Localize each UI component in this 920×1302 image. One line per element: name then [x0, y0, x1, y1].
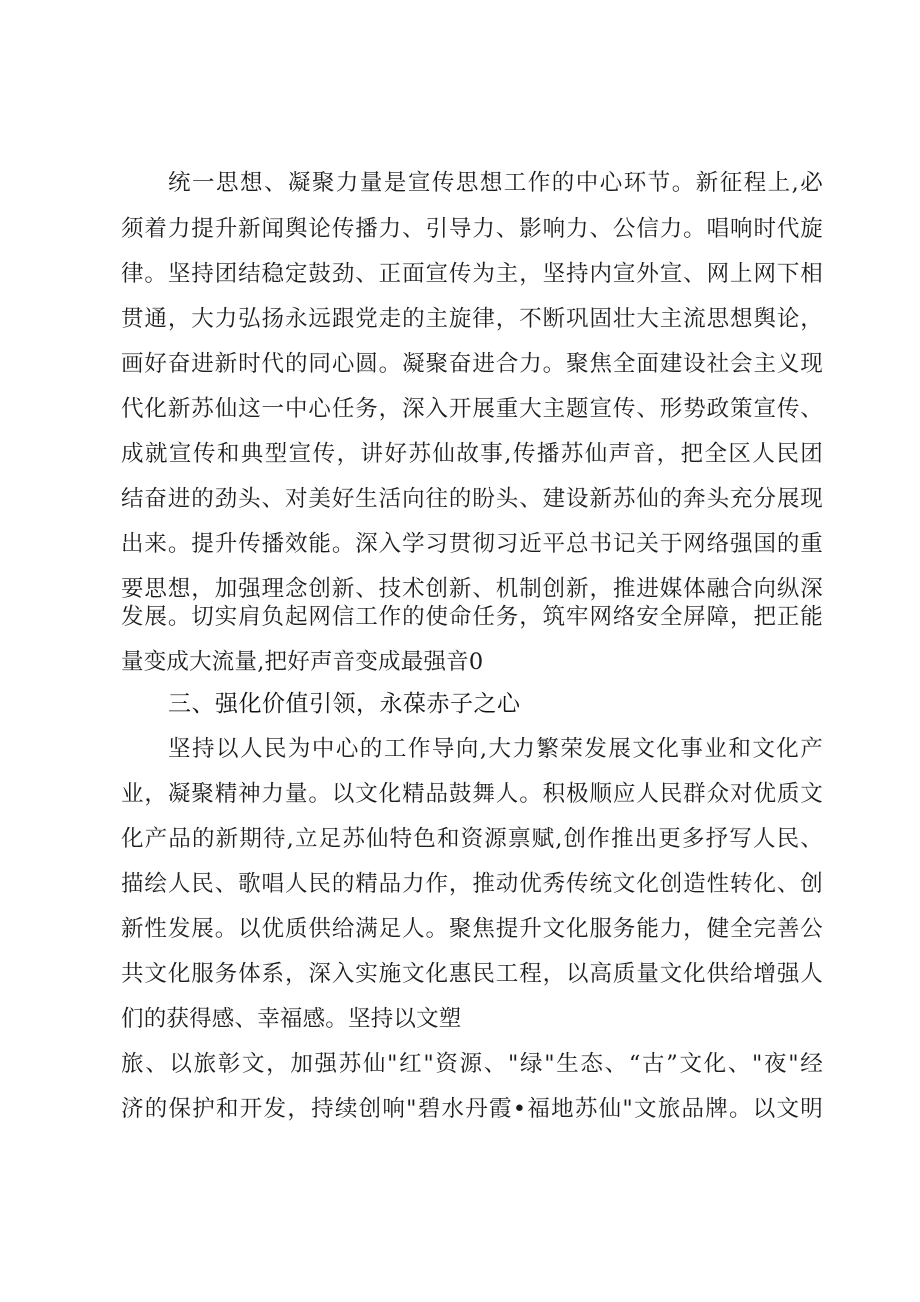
- paragraph-line: 坚持以人民为中心的工作导向,大力繁荣发展文化事业和文化产: [168, 736, 823, 762]
- paragraph-line: 量变成大流量,把好声音变成最强音0: [121, 649, 484, 675]
- section-heading: 三、强化价值引领，永葆赤子之心: [168, 691, 521, 717]
- paragraph-line: 业，凝聚精神力量。以文化精品鼓舞人。积极顺应人民群众对优质文: [121, 781, 823, 807]
- paragraph-line: 成就宣传和典型宣传，讲好苏仙故事,传播苏仙声音，把全区人民团: [121, 441, 823, 467]
- paragraph-line: 化产品的新期待,立足苏仙特色和资源禀赋,创作推出更多抒写人民、: [121, 826, 823, 852]
- paragraph-line: 统一思想、凝聚力量是宣传思想工作的中心环节。新征程上,必: [168, 170, 823, 196]
- paragraph-line: 旅、以旅彰文，加强苏仙"红"资源、"绿"生态、“古”文化、"夜"经: [121, 1051, 823, 1077]
- paragraph-line: 贯通，大力弘扬永远跟党走的主旋律，不断巩固壮大主流思想舆论，: [121, 306, 823, 332]
- paragraph-line: 济的保护和开发，持续创响"碧水丹霞•福地苏仙"文旅品牌。以文明: [121, 1096, 823, 1122]
- paragraph-line: 共文化服务体系，深入实施文化惠民工程，以高质量文化供给增强人: [121, 961, 823, 987]
- paragraph-line: 要思想，加强理念创新、技术创新、机制创新，推进媒体融合向纵深: [121, 576, 823, 602]
- paragraph-line: 结奋进的劲头、对美好生活向往的盼头、建设新苏仙的奔头充分展现: [121, 486, 823, 512]
- paragraph-line: 画好奋进新时代的同心圆。凝聚奋进合力。聚焦全面建设社会主义现: [121, 351, 823, 377]
- paragraph-line: 发展。切实肩负起网信工作的使命任务，筑牢网络安全屏障，把正能: [121, 604, 823, 630]
- paragraph-line: 须着力提升新闻舆论传播力、引导力、影响力、公信力。唱响时代旋: [121, 216, 823, 242]
- paragraph-line: 新性发展。以优质供给满足人。聚焦提升文化服务能力，健全完善公: [121, 916, 823, 942]
- paragraph-line: 描绘人民、歌唱人民的精品力作，推动优秀传统文化创造性转化、创: [121, 871, 823, 897]
- paragraph-line: 出来。提升传播效能。深入学习贯彻习近平总书记关于网络强国的重: [121, 531, 823, 557]
- paragraph-line: 们的获得感、幸福感。坚持以文塑: [121, 1006, 462, 1032]
- paragraph-line: 律。坚持团结稳定鼓劲、正面宣传为主，坚持内宣外宣、网上网下相: [121, 261, 823, 287]
- paragraph-line: 代化新苏仙这一中心任务，深入开展重大主题宣传、形势政策宣传、: [121, 396, 823, 422]
